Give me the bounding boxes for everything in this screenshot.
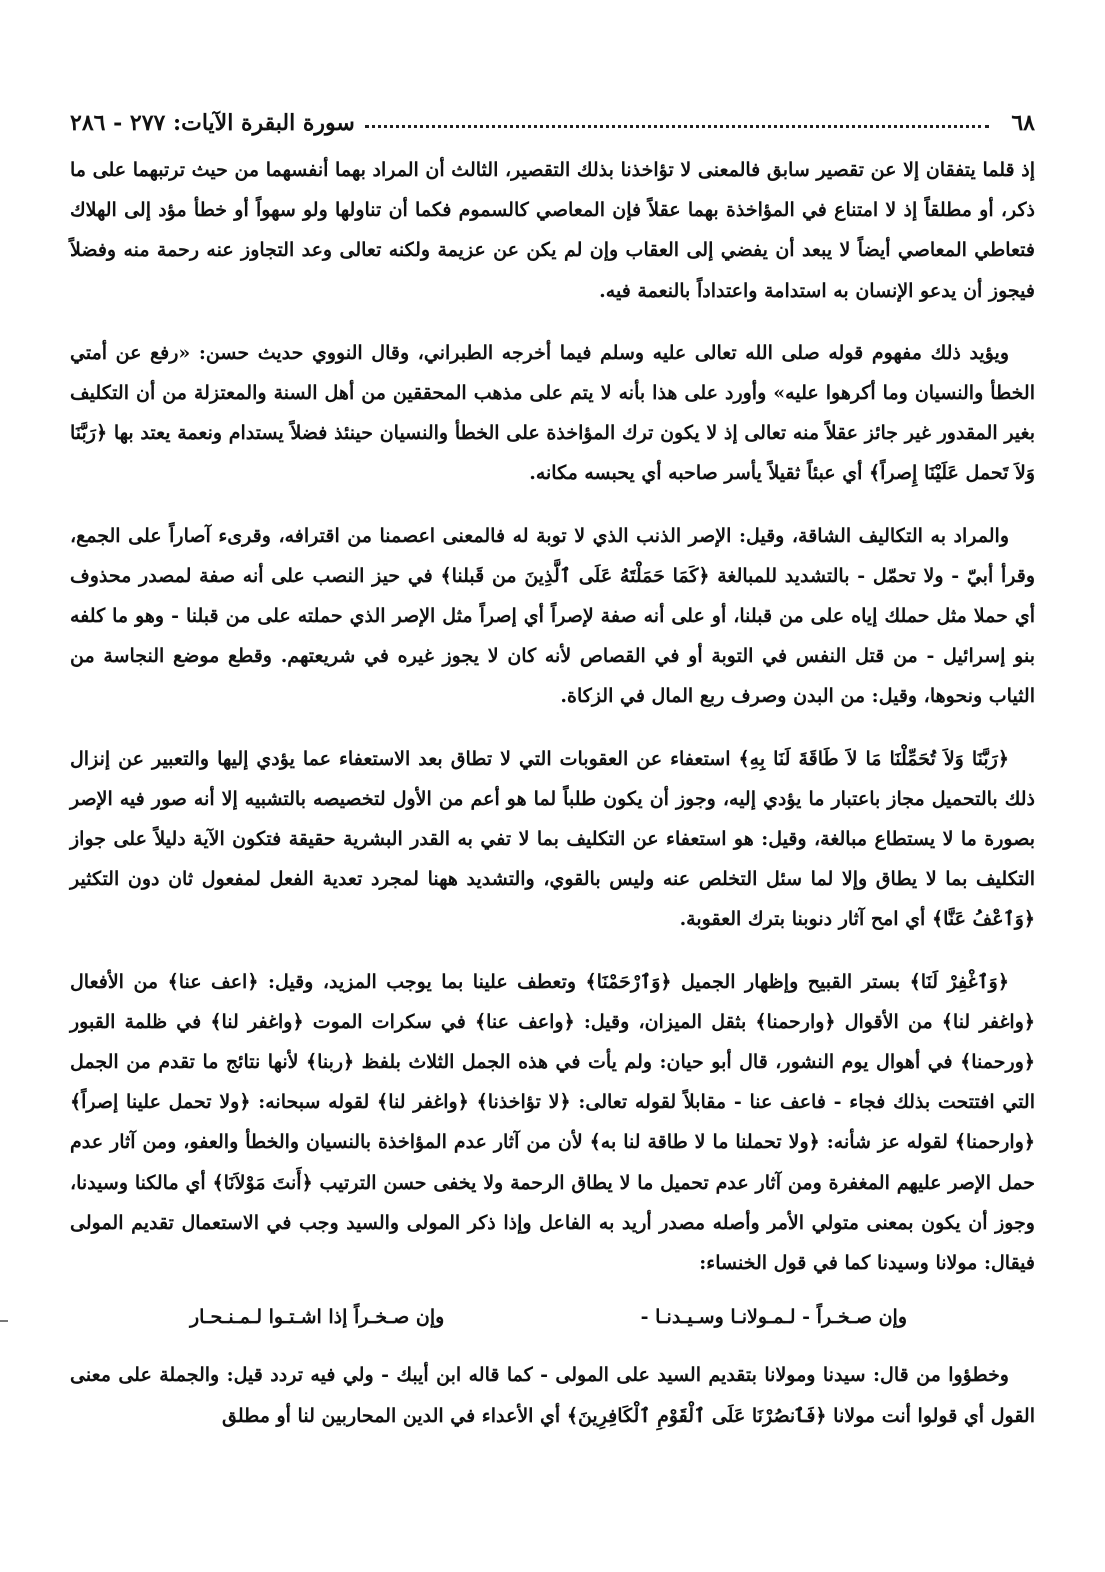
running-title: سورة البقرة الآيات: ٢٧٧ - ٢٨٦ [70, 110, 355, 136]
paragraph-2: ويؤيد ذلك مفهوم قوله صلى الله تعالى عليه وسلم فيما أخرجه الطبراني، وقال النووي حديث حسن: «رفع عن أمتي الخطأ والنسيان وما أكرهوا عليه» وأورد على هذا بأنه لا يتم على مذهب المحققين من أهل السنة والمعتزلة من أن التكليف بغير المقدور غير جائز عقلاً منه تعالى إذ لا يكون ترك المؤاخذة على الخطأ والنسيان حينئذ فضلاً يستدام ونعمة يعتد بها ﴿رَبَّنَا وَلاَ تَحمل عَلَيْنَا إِصراً﴾ أي عبئاً ثقيلاً يأسر صاحبه أي يحبسه مكانه. [70, 341, 1035, 485]
paragraph-5: ﴿وَٱغْفِرْ لَنَا﴾ بستر القبيح وإظهار الجميل ﴿وَٱرْحَمْنَا﴾ وتعطف علينا بما يوجب المزيد، وقيل: ﴿اعف عنا﴾ من الأفعال ﴿واغفر لنا﴾ من الأقوال ﴿وارحمنا﴾ بثقل الميزان، وقيل: ﴿واعف عنا﴾ في سكرات الموت ﴿واغفر لنا﴾ في ظلمة القبور ﴿ورحمنا﴾ في أهوال يوم النشور، قال أبو حيان: ولم يأت في هذه الجمل الثلاث بلفظ ﴿ربنا﴾ لأنها نتائج ما تقدم من الجمل التي افتتحت بذلك فجاء - فاعف عنا - مقابلاً لقوله تعالى: ﴿لا تؤاخذنا﴾ ﴿واغفر لنا﴾ لقوله سبحانه: ﴿ولا تحمل علينا إصراً﴾ ﴿وارحمنا﴾ لقوله عز شأنه: ﴿ولا تحملنا ما لا طاقة لنا به﴾ لأن من آثار عدم المؤاخذة بالنسيان والخطأ والعفو، ومن آثار عدم حمل الإصر عليهم المغفرة ومن آثار عدم تحميل ما لا يطاق الرحمة ولا يخفى حسن الترتيب ﴿أَنتَ مَوْلاَنَا﴾ أي مالكنا وسيدنا، وجوز أن يكون بمعنى متولي الأمر وأصله مصدر أريد به الفاعل وإذا ذكر المولى والسيد وجب في الاستعمال تقديم المولى فيقال: مولانا وسيدنا كما في قول الخنساء: [70, 970, 1035, 1275]
header-leader-dots [365, 125, 990, 128]
poetry-verse [70, 1297, 1035, 1337]
paragraph-4: ﴿رَبَّنَا وَلاَ تُحَمِّلْنَا مَا لاَ طَاقَةَ لَنَا بِهِ﴾ استعفاء عن العقوبات التي لا تطاق بعد الاستعفاء عما يؤدي إليها والتعبير عن إنزال ذلك بالتحميل مجاز باعتبار ما يؤدي إليه، وجوز أن يكون طلباً لما هو أعم من الأول لتخصيصه بالتشبيه إلا أنه صور فيه الإصر بصورة ما لا يستطاع مبالغة، وقيل: هو استعفاء عن التكليف بما لا تفي به القدر البشرية حقيقة فتكون الآية دليلاً على جواز التكليف بما لا يطاق وإلا لما سئل التخلص عنه وليس بالقوي، والتشديد ههنا لمجرد تعدية الفعل لمفعول ثان دون التكثير ﴿وَٱعْفُ عَنَّا﴾ أي امح آثار دنوبنا بترك العقوبة. [70, 747, 1035, 931]
body-text [70, 150, 1035, 1458]
paragraph-6: وخطؤوا من قال: سيدنا ومولانا بتقديم السيد على المولى - كما قاله ابن أيبك - ولي فيه تردد قيل: والجملة على معنى القول أي قولوا أنت مولانا ﴿فَٱنصُرْنَا عَلَى ٱلْقَوْمِ ٱلْكَافِرِينَ﴾ أي الأعداء في الدين المحاربين لنا أو مطلق [70, 1364, 1035, 1427]
verse-hemistich-1: وإن صـخـراً - لـمـولانـا وسـيـدنـا - [640, 1306, 907, 1329]
page-number: ٦٨ [1011, 110, 1035, 136]
paragraph-1: إذ قلما يتفقان إلا عن تقصير سابق فالمعنى لا تؤاخذنا بذلك التقصير، الثالث أن المراد بهما أنفسهما من حيث ترتبهما على ما ذكر، أو مطلقاً إذ لا امتناع في المؤاخذة بهما عقلاً فإن المعاصي كالسموم فكما أن تناولها ولو سهواً أو خطأ مؤد إلى الهلاك فتعاطي المعاصي أيضاً لا يبعد أن يفضي إلى العقاب وإن لم يكن عن عزيمة ولكنه تعالى وعد التجاوز عنه رحمة منه وفضلاً فيجوز أن يدعو الإنسان به استدامة واعتداداً بالنعمة فيه. [70, 159, 1035, 302]
margin-scan-mark [0, 1320, 8, 1322]
page-header [70, 102, 1035, 136]
paragraph-3: والمراد به التكاليف الشاقة، وقيل: الإصر الذنب الذي لا توبة له فالمعنى اعصمنا من اقترافه، وقرىء آصاراً على الجمع، وقرأ أبيّ - ولا تحمّل - بالتشديد للمبالغة ﴿كَمَا حَمَلْتَهُ عَلَى ٱلَّذِينَ من قَبلنا﴾ في حيز النصب على أنه صفة لمصدر محذوف أي حملا مثل حملك إياه على من قبلنا، أو على أنه صفة لإصراً أي إصراً مثل الإصر الذي حملته على من قبلنا - وهو ما كلفه بنو إسرائيل - من قتل النفس في التوبة أو في القصاص لأنه كان لا يجوز غيره في شريعتهم. وقطع موضع النجاسة من الثياب ونحوها، وقيل: من البدن وصرف ربع المال في الزكاة. [70, 524, 1035, 708]
verse-hemistich-2: وإن صـخـراً إذا اشـتـوا لـمـنـحـار [190, 1306, 445, 1329]
